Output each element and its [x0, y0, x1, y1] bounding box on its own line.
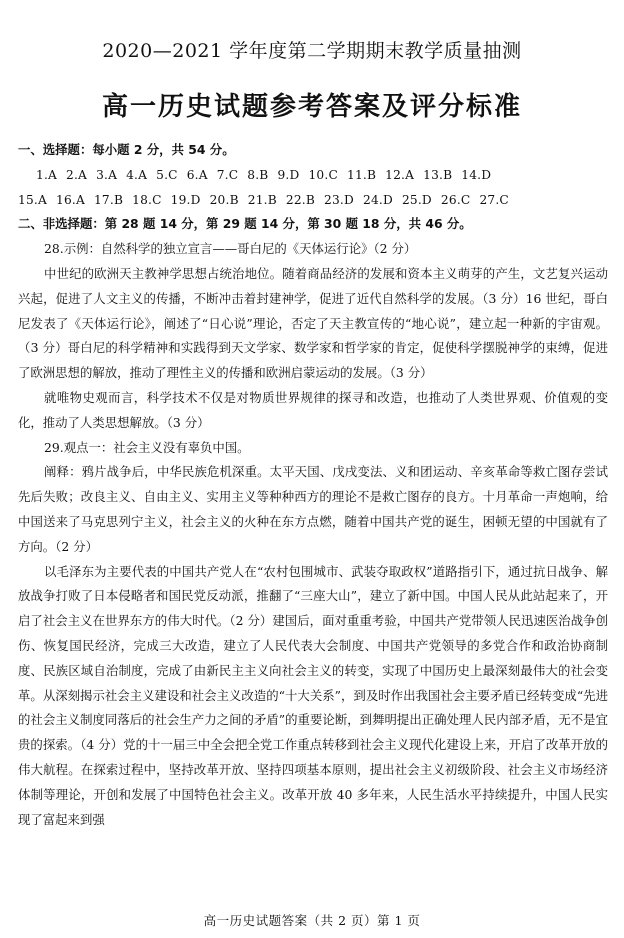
section-heading-choice: 一、选择题：每小题 2 分，共 54 分。 — [18, 142, 235, 157]
answer-item: 1.A — [36, 167, 58, 182]
answer-item: 17.B — [93, 192, 124, 207]
answer-item: 26.C — [440, 192, 471, 207]
answer-item: 21.B — [247, 192, 277, 207]
answer-item: 25.D — [401, 192, 432, 207]
answer-item: 14.D — [461, 167, 492, 182]
answer-item: 15.A — [18, 192, 47, 207]
answer-item: 27.C — [479, 192, 509, 207]
answer-row-1 — [18, 163, 608, 188]
answer-item: 13.B — [423, 167, 453, 182]
answer-row-2 — [18, 188, 608, 213]
answer-item: 22.B — [285, 192, 316, 207]
page-footer: 高一历史试题答案（共 2 页）第 1 页 — [203, 913, 421, 928]
answer-item: 5.C — [156, 167, 178, 182]
answer-item: 7.C — [216, 167, 239, 182]
answer-item: 19.D — [170, 192, 201, 207]
answer-item: 11.B — [346, 167, 377, 182]
answer-item: 4.A — [126, 167, 148, 182]
question-28-paragraph-1: 中世纪的欧洲天主教神学思想占统治地位。随着商品经济的发展和资本主义萌芽的产生，文艺复兴运动兴起，促进了人文主义的传播，不断冲击着封建神学，促进了近代自然科学的发展。（3 分）16 世纪，哥白尼发表了《天体运行论》，阐述了“日心说”理论，否定了天主教宣传的“地心说”，建立起一种新的宇宙观。（3 分）哥白尼的科学精神和实践得到天文学家、数学家和哲学家的肯定，促使科学摆脱神学的束缚，促进了欧洲思想的解放，推动了理性主义的传播和欧洲启蒙运动的发展。（3 分） — [18, 265, 608, 381]
answer-item: 2.A — [66, 167, 88, 182]
question-28-paragraph-2: 就唯物史观而言，科学技术不仅是对物质世界规律的探寻和改造，也推动了人类世界观、价值观的变化，推动了人类思想解放。（3 分） — [18, 389, 608, 430]
page-title: 高一历史试题参考答案及评分标准 — [101, 92, 522, 122]
question-29-paragraph-2: 以毛泽东为主要代表的中国共产党人在“农村包围城市、武装夺取政权”道路指引下，通过抗日战争、解放战争打败了日本侵略者和国民党反动派，推翻了“三座大山”，建立了新中国。中国人民从此站起来了，开启了社会主义在世界东方的伟大时代。（2 分）建国后，面对重重考验，中国共产党带领人民迅速医治战争创伤、恢复国民经济，完成三大改造，建立了人民代表大会制度、中国共产党领导的多党合作和政治协商制度、民族区域自治制度，完成了由新民主主义向社会主义的转变，实现了中国历史上最深刻最伟大的社会变革。从深刻揭示社会主义建设和社会主义改造的“十大关系”，到及时作出我国社会主要矛盾已经转变成“先进的社会主义制度同落后的社会生产力之间的矛盾”的重要论断，到舞明提出正确处理人民内部矛盾，无不是宜贵的探索。（4 分）党的十一届三中全会把全党工作重点转移到社会主义现代化建设上来，开启了改革开放的伟大航程。在探索过程中，坚持改革开放、坚持四项基本原则，提出社会主义初级阶段、社会主义市场经济体制等理论，开创和发展了中国特色社会主义。改革开放 40 多年来，人民生活水平持续提升，中国人民实现了富起来到强 — [18, 563, 608, 827]
answer-item: 12.A — [385, 167, 415, 182]
answer-item: 3.A — [96, 167, 118, 182]
answer-item: 8.B — [247, 167, 269, 182]
document-body — [18, 138, 608, 832]
section-heading-essay: 二、非选择题：第 28 题 14 分，第 29 题 14 分，第 30 题 18 分，共 46 分。 — [18, 216, 472, 232]
question-29-title: 29.观点一：社会主义没有辜负中国。 — [44, 439, 250, 455]
answer-item: 24.D — [362, 192, 393, 207]
answer-item: 16.A — [55, 192, 85, 207]
exam-header: 2020—2021 学年度第二学期期末教学质量抽测 — [102, 40, 522, 62]
answer-item: 23.D — [324, 192, 354, 207]
answer-item: 20.B — [209, 192, 239, 207]
answer-item: 10.C — [308, 167, 338, 182]
answer-item: 18.C — [132, 192, 162, 207]
answer-item: 6.A — [186, 167, 208, 182]
question-29-paragraph-1: 阐释：鸦片战争后，中华民族危机深重。太平天国、戊戌变法、义和团运动、辛亥革命等救亡图存尝试先后失败；改良主义、自由主义、实用主义等种种西方的理论不是救亡图存的良方。十月革命一声炮响，给中国送来了马克思列宁主义，社会主义的火种在东方点燃，随着中国共产党的诞生，困顿无望的中国就有了方向。（2 分） — [18, 464, 608, 554]
question-28-title: 28.示例：自然科学的独立宣言——哥白尼的《天体运行论》（2 分） — [44, 241, 417, 257]
answer-item: 9.D — [277, 167, 300, 182]
